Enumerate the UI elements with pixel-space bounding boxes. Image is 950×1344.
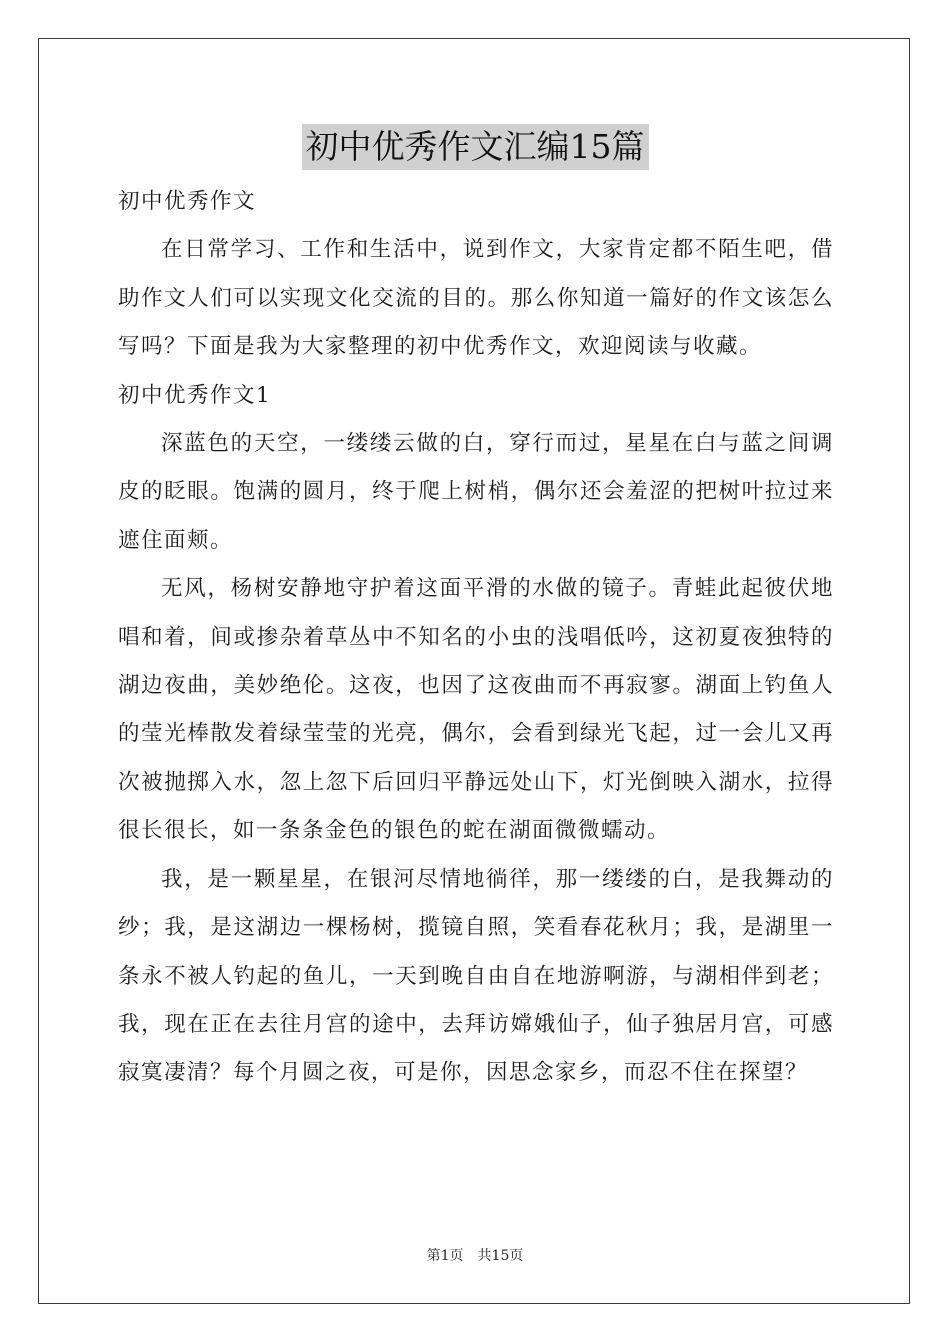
paragraph: 我，是一颗星星，在银河尽情地徜徉，那一缕缕的白，是我舞动的纱；我，是这湖边一棵杨树，揽镜自照，笑看春花秋月；我，是湖里一条永不被人钓起的鱼儿，一天到晚自由自在地游啊游，与湖相伴到老；我，现在正在去往月宫的途中，去拜访嫦娥仙子，仙子独居月宫，可感寂寞凄清？每个月圆之夜，可是你，因思念家乡，而忍不住在探望？: [118, 866, 834, 1086]
title-container: [0, 124, 950, 170]
page-footer: [0, 1245, 950, 1265]
paragraph: 无风，杨树安静地守护着这面平滑的水做的镜子。青蛙此起彼伏地唱和着，间或掺杂着草丛中不知名的小虫的浅唱低吟，这初夏夜独特的湖边夜曲，美妙绝伦。这夜，也因了这夜曲而不再寂寥。湖面上钓鱼人的莹光棒散发着绿莹莹的光亮，偶尔，会看到绿光飞起，过一会儿又再次被抛掷入水，忽上忽下后回归平静远处山下，灯光倒映入湖水，拉得很长很长，如一条条金色的银色的蛇在湖面微微蠕动。: [118, 576, 834, 844]
paragraph-heading: 初中优秀作文: [118, 189, 257, 214]
paragraph: 在日常学习、工作和生活中，说到作文，大家肯定都不陌生吧，借助作文人们可以实现文化交流的目的。那么你知道一篇好的作文该怎么写吗？下面是我为大家整理的初中优秀作文，欢迎阅读与收藏。: [118, 237, 834, 360]
document-title: 初中优秀作文汇编15篇: [302, 124, 649, 170]
page-number-label: 第1页 共15页: [426, 1248, 524, 1264]
document-body: [118, 178, 834, 1098]
paragraph: 深蓝色的天空，一缕缕云做的白，穿行而过，星星在白与蓝之间调皮的眨眼。饱满的圆月，终于爬上树梢，偶尔还会羞涩的把树叶拉过来遮住面颊。: [118, 431, 834, 553]
paragraph-heading: 初中优秀作文1: [118, 382, 272, 408]
